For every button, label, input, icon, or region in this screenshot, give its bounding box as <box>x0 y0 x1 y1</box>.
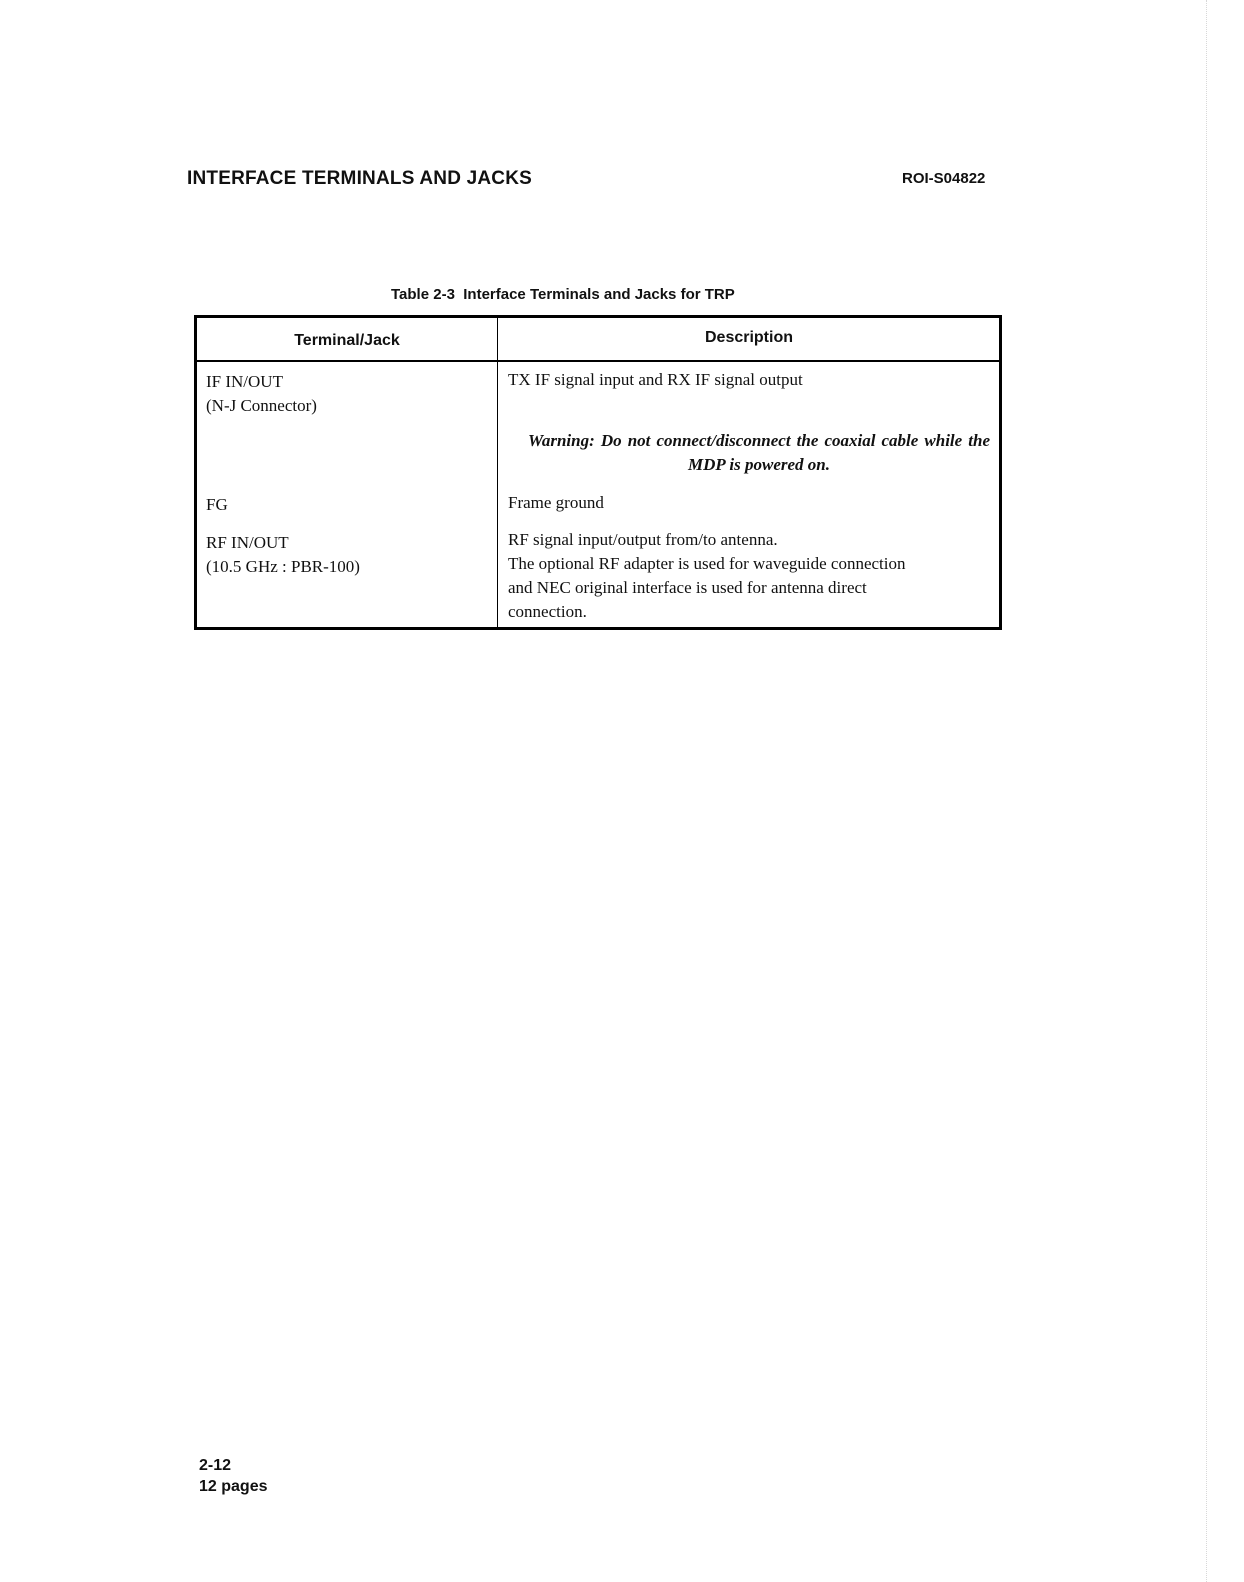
description-line: The optional RF adapter is used for waveguide connection <box>508 554 906 573</box>
table-row-rf-inout-description <box>508 528 993 624</box>
table-row-fg-description <box>508 491 993 515</box>
table-row-rf-inout-terminal <box>206 531 486 579</box>
terminal-line: RF IN/OUT <box>206 533 289 552</box>
column-divider <box>497 318 498 627</box>
terminal-line: (10.5 GHz : PBR-100) <box>206 557 360 576</box>
warning-note: Warning: Do not connect/disconnect the coaxial cable while the MDP is powered on. <box>528 431 990 474</box>
interface-table <box>194 315 1002 630</box>
column-header-terminal: Terminal/Jack <box>294 332 400 349</box>
document-id: ROI-S04822 <box>902 170 986 187</box>
scan-edge-line <box>1206 0 1207 1582</box>
terminal-line: IF IN/OUT <box>206 372 283 391</box>
terminal-line: FG <box>206 495 228 514</box>
description-line: Frame ground <box>508 493 604 512</box>
table-row-fg-terminal <box>206 493 486 517</box>
header-divider <box>197 360 999 362</box>
table-row-if-inout-description <box>508 368 993 392</box>
page-title: INTERFACE TERMINALS AND JACKS <box>187 168 532 189</box>
table-row-if-inout-terminal <box>206 370 486 418</box>
description-line: connection. <box>508 602 587 621</box>
description-line: and NEC original interface is used for antenna direct <box>508 578 867 597</box>
column-header-description: Description <box>704 329 793 346</box>
description-line: RF signal input/output from/to antenna. <box>508 530 778 549</box>
terminal-line: (N-J Connector) <box>206 396 317 415</box>
description-line: TX IF signal input and RX IF signal output <box>508 370 803 389</box>
page-count: 12 pages <box>199 1478 268 1495</box>
table-caption: Table 2-3 Interface Terminals and Jacks for TRP <box>391 286 735 303</box>
page-number: 2-12 <box>199 1457 232 1474</box>
